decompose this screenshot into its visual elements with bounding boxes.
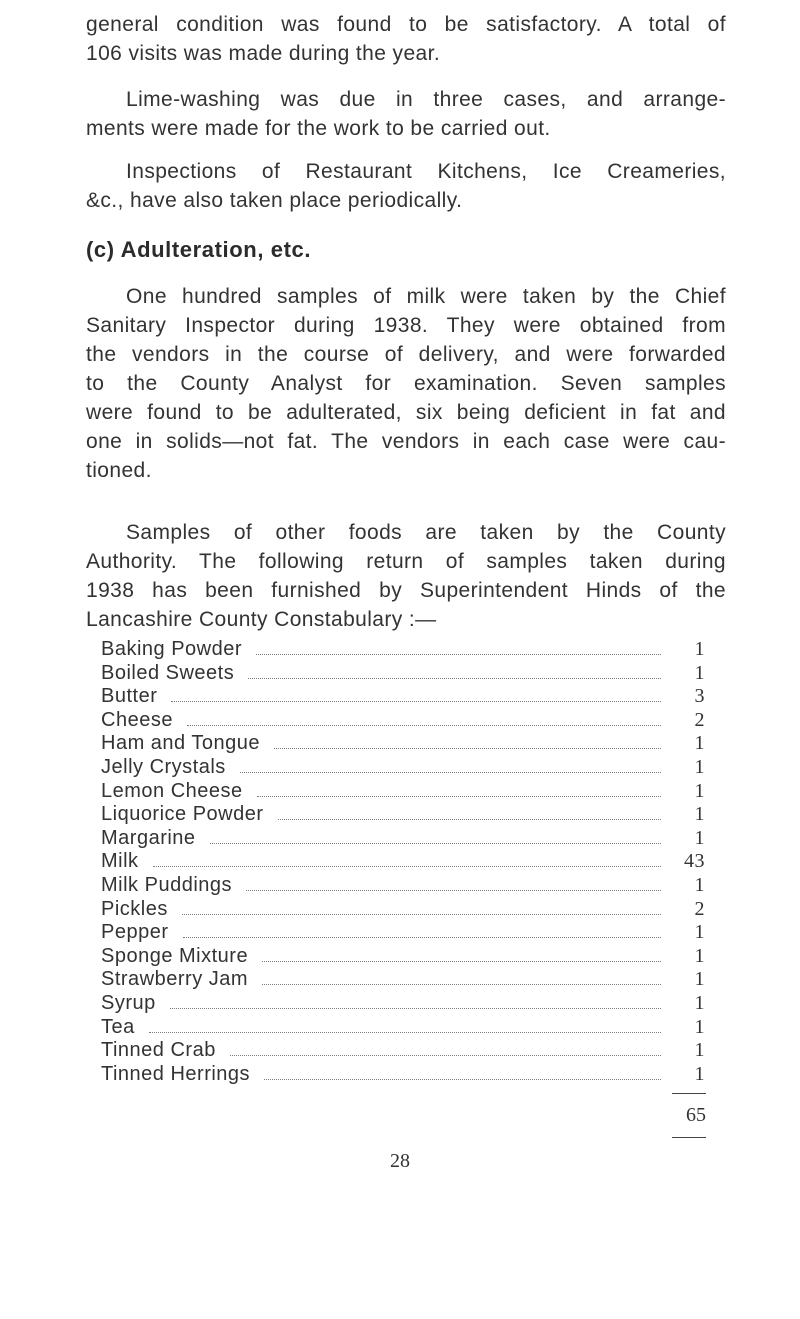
sample-quantity: 1	[694, 1015, 705, 1038]
sample-name: Strawberry Jam	[101, 968, 249, 991]
text-line: One hundred samples of milk were taken by the Chief	[126, 285, 726, 308]
sample-name: Cheese	[101, 708, 173, 731]
sample-name: Baking Powder	[101, 638, 243, 660]
text-line: 1938 has been furnished by Superintendent Hinds of the	[86, 579, 726, 602]
text-line: to the County Analyst for examination. Seven samples	[86, 372, 726, 395]
list-item	[101, 662, 705, 686]
list-item	[101, 1063, 705, 1087]
text-line: Lime-washing was due in three cases, and arrange-	[126, 88, 726, 111]
dot-leader	[230, 1054, 661, 1056]
sample-name: Tea	[101, 1015, 135, 1038]
dot-leader	[183, 936, 662, 938]
text-line: were found to be adulterated, six being deficient in fat and	[86, 401, 726, 424]
text-line: Sanitary Inspector during 1938. They were obtained from	[86, 314, 726, 337]
dot-leader	[187, 724, 661, 726]
list-item	[101, 638, 705, 662]
sample-quantity: 1	[694, 779, 705, 802]
section-heading: (c) Adulteration, etc.	[86, 237, 312, 262]
total-rule-top	[672, 1093, 706, 1094]
list-item	[101, 921, 705, 945]
dot-leader	[264, 1078, 661, 1080]
sample-quantity: 1	[694, 968, 705, 991]
sample-quantity: 1	[694, 921, 705, 944]
text-line: 106 visits was made during the year.	[86, 42, 441, 65]
list-item	[101, 968, 705, 992]
sample-name: Milk	[101, 850, 139, 873]
sample-name: Pickles	[101, 897, 168, 920]
list-item	[101, 1016, 705, 1040]
sample-quantity: 1	[694, 873, 705, 896]
list-item	[101, 898, 705, 922]
sample-quantity: 1	[694, 803, 705, 826]
paragraph-milk-samples	[86, 282, 726, 485]
dot-leader	[257, 795, 661, 797]
text-line: general condition was found to be satisfactory. A total of	[86, 13, 726, 36]
dot-leader	[246, 889, 661, 891]
dot-leader	[171, 700, 661, 702]
list-item	[101, 756, 705, 780]
list-item	[101, 827, 705, 851]
list-item	[101, 874, 705, 898]
samples-list	[101, 638, 705, 1086]
sample-quantity: 1	[694, 944, 705, 967]
text-line: the vendors in the course of delivery, and were forwarded	[86, 343, 726, 366]
list-item	[101, 685, 705, 709]
list-item	[101, 709, 705, 733]
sample-name: Tinned Herrings	[101, 1062, 251, 1085]
dot-leader	[274, 747, 661, 749]
text-line: Samples of other foods are taken by the County	[126, 521, 726, 544]
text-line: Lancashire County Constabulary :—	[86, 608, 437, 631]
list-item	[101, 850, 705, 874]
paragraph-county-samples	[86, 518, 726, 634]
sample-quantity: 1	[694, 1062, 705, 1085]
sample-name: Milk Puddings	[101, 873, 233, 896]
page-number: 28	[390, 1150, 410, 1172]
sample-name: Sponge Mixture	[101, 944, 249, 967]
dot-leader	[262, 960, 661, 962]
sample-name: Pepper	[101, 921, 169, 944]
sample-name: Syrup	[101, 991, 156, 1014]
sample-quantity: 1	[694, 732, 705, 755]
dot-leader	[153, 865, 661, 867]
text-line: &c., have also taken place periodically.	[86, 189, 463, 212]
text-line: tioned.	[86, 459, 152, 482]
dot-leader	[240, 771, 661, 773]
dot-leader	[256, 653, 661, 655]
text-line: ments were made for the work to be carried out.	[86, 117, 551, 140]
dot-leader	[262, 983, 661, 985]
list-item	[101, 780, 705, 804]
sample-name: Tinned Crab	[101, 1039, 216, 1062]
total-rule-bottom	[672, 1137, 706, 1138]
sample-quantity: 2	[694, 708, 705, 731]
sample-quantity: 3	[694, 685, 705, 708]
list-item	[101, 945, 705, 969]
sample-quantity: 43	[684, 850, 705, 873]
sample-quantity: 1	[694, 755, 705, 778]
sample-quantity: 2	[694, 897, 705, 920]
dot-leader	[210, 842, 661, 844]
paragraph-inspections	[86, 157, 726, 215]
dot-leader	[149, 1031, 661, 1033]
paragraph-lime-washing	[86, 85, 726, 143]
sample-name: Liquorice Powder	[101, 803, 264, 826]
sample-quantity: 1	[694, 1039, 705, 1062]
text-line: one in solids—not fat. The vendors in each case were cau-	[86, 430, 726, 453]
sample-quantity: 1	[694, 826, 705, 849]
sample-quantity: 1	[694, 991, 705, 1014]
dot-leader	[278, 818, 661, 820]
list-item	[101, 1039, 705, 1063]
sample-quantity: 1	[694, 638, 705, 660]
text-line: Authority. The following return of samples taken during	[86, 550, 726, 573]
list-item	[101, 992, 705, 1016]
list-item	[101, 803, 705, 827]
sample-name: Lemon Cheese	[101, 779, 243, 802]
paragraph-visits	[86, 10, 726, 68]
dot-leader	[248, 677, 661, 679]
sample-name: Butter	[101, 685, 158, 708]
sample-name: Margarine	[101, 826, 196, 849]
list-item	[101, 732, 705, 756]
samples-total: 65	[686, 1104, 706, 1126]
text-line: Inspections of Restaurant Kitchens, Ice Creameries,	[126, 160, 726, 183]
sample-quantity: 1	[694, 661, 705, 684]
dot-leader	[182, 913, 661, 915]
dot-leader	[170, 1007, 661, 1009]
sample-name: Ham and Tongue	[101, 732, 260, 755]
sample-name: Jelly Crystals	[101, 755, 226, 778]
sample-name: Boiled Sweets	[101, 661, 235, 684]
